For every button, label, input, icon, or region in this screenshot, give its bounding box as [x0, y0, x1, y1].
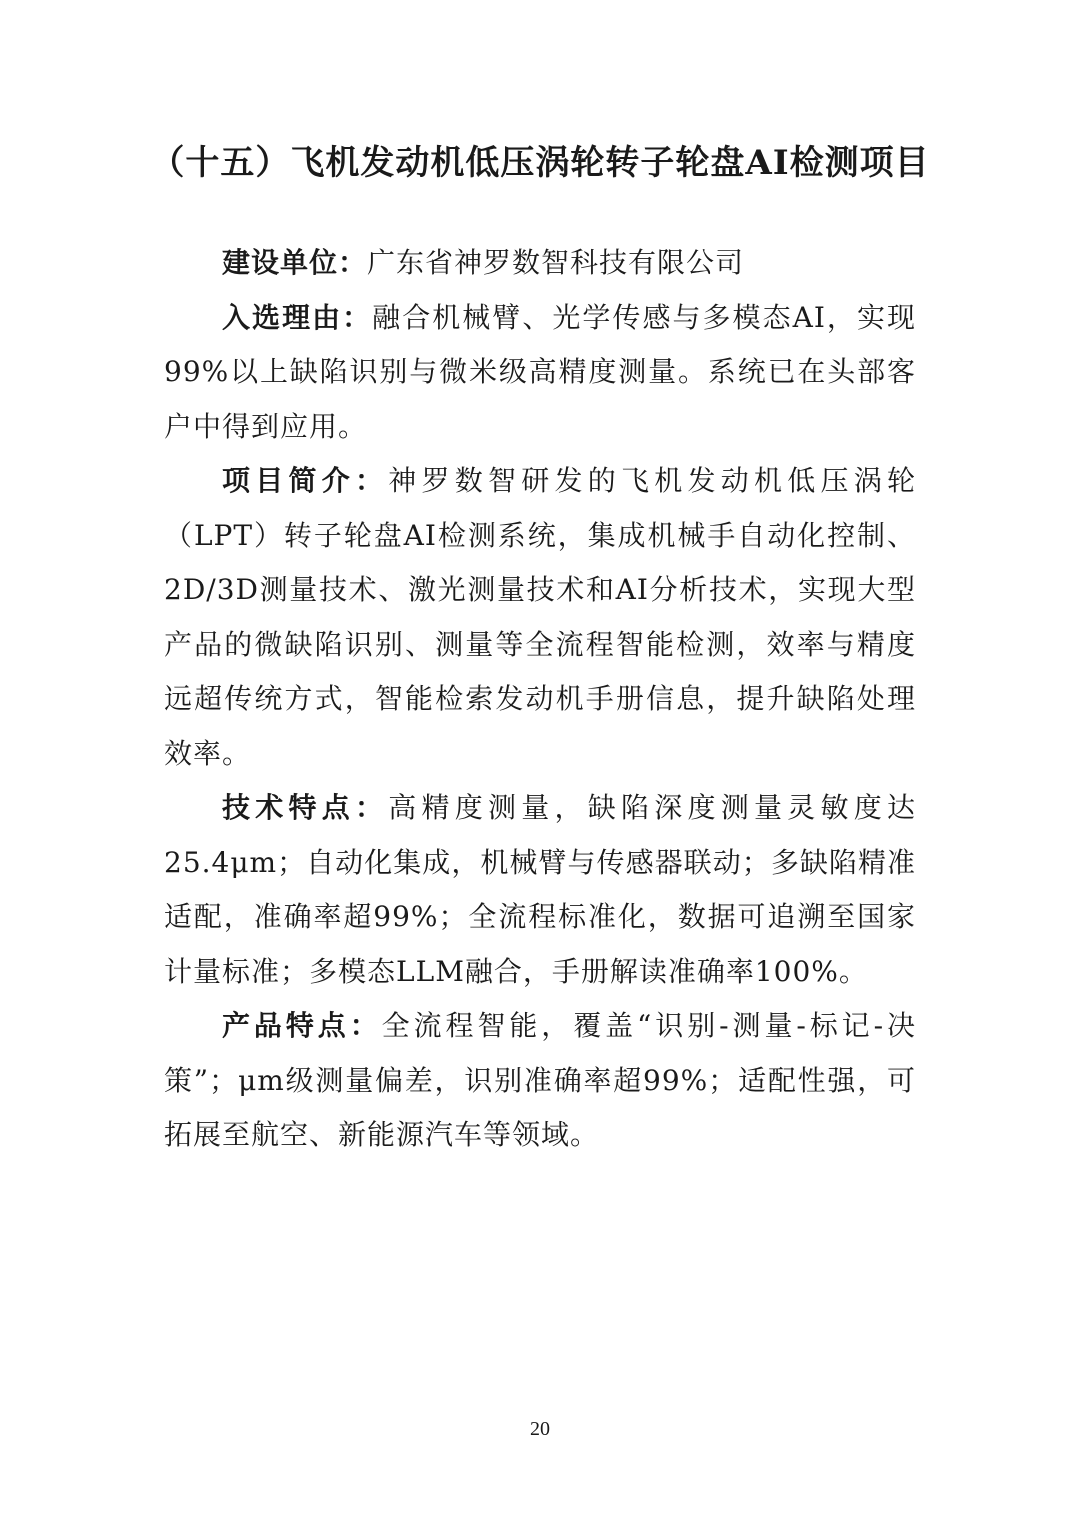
text-product-features: 全流程智能，覆盖“识别-测量-标记-决策”；μm级测量偏差，识别准确率超99%；适配性强，可拓展至航空、新能源汽车等领域。 — [164, 1009, 916, 1151]
paragraph-construction-unit — [164, 236, 916, 291]
paragraph-tech-features — [164, 781, 916, 999]
page-number: 20 — [530, 1418, 550, 1440]
paragraph-project-intro — [164, 454, 916, 781]
paragraph-selection-reason — [164, 291, 916, 455]
document-body — [164, 236, 916, 1163]
label-product-features: 产品特点： — [222, 1009, 382, 1042]
text-tech-features: 高精度测量，缺陷深度测量灵敏度达25.4μm；自动化集成，机械臂与传感器联动；多缺陷精准适配，准确率超99%；全流程标准化，数据可追溯至国家计量标准；多模态LLM融合，手册解读准确率100%。 — [164, 791, 916, 988]
text-selection-reason: 融合机械臂、光学传感与多模态AI，实现99%以上缺陷识别与微米级高精度测量。系统已在头部客户中得到应用。 — [164, 300, 916, 443]
label-selection-reason: 入选理由： — [222, 300, 373, 334]
label-project-intro: 项目简介： — [222, 464, 389, 497]
label-construction-unit: 建设单位： — [222, 246, 368, 279]
document-title: （十五）飞机发动机低压涡轮转子轮盘AI检测项目 — [150, 143, 930, 183]
text-project-intro: 神罗数智研发的飞机发动机低压涡轮（LPT）转子轮盘AI检测系统，集成机械手自动化控制、2D/3D测量技术、激光测量技术和AI分析技术，实现大型产品的微缺陷识别、测量等全流程智能检测，效率与精度远超传统方式，智能检索发动机手册信息，提升缺陷处理效率。 — [164, 464, 916, 770]
label-tech-features: 技术特点： — [222, 791, 389, 824]
text-construction-unit: 广东省神罗数智科技有限公司 — [367, 246, 745, 279]
paragraph-product-features — [164, 999, 916, 1163]
